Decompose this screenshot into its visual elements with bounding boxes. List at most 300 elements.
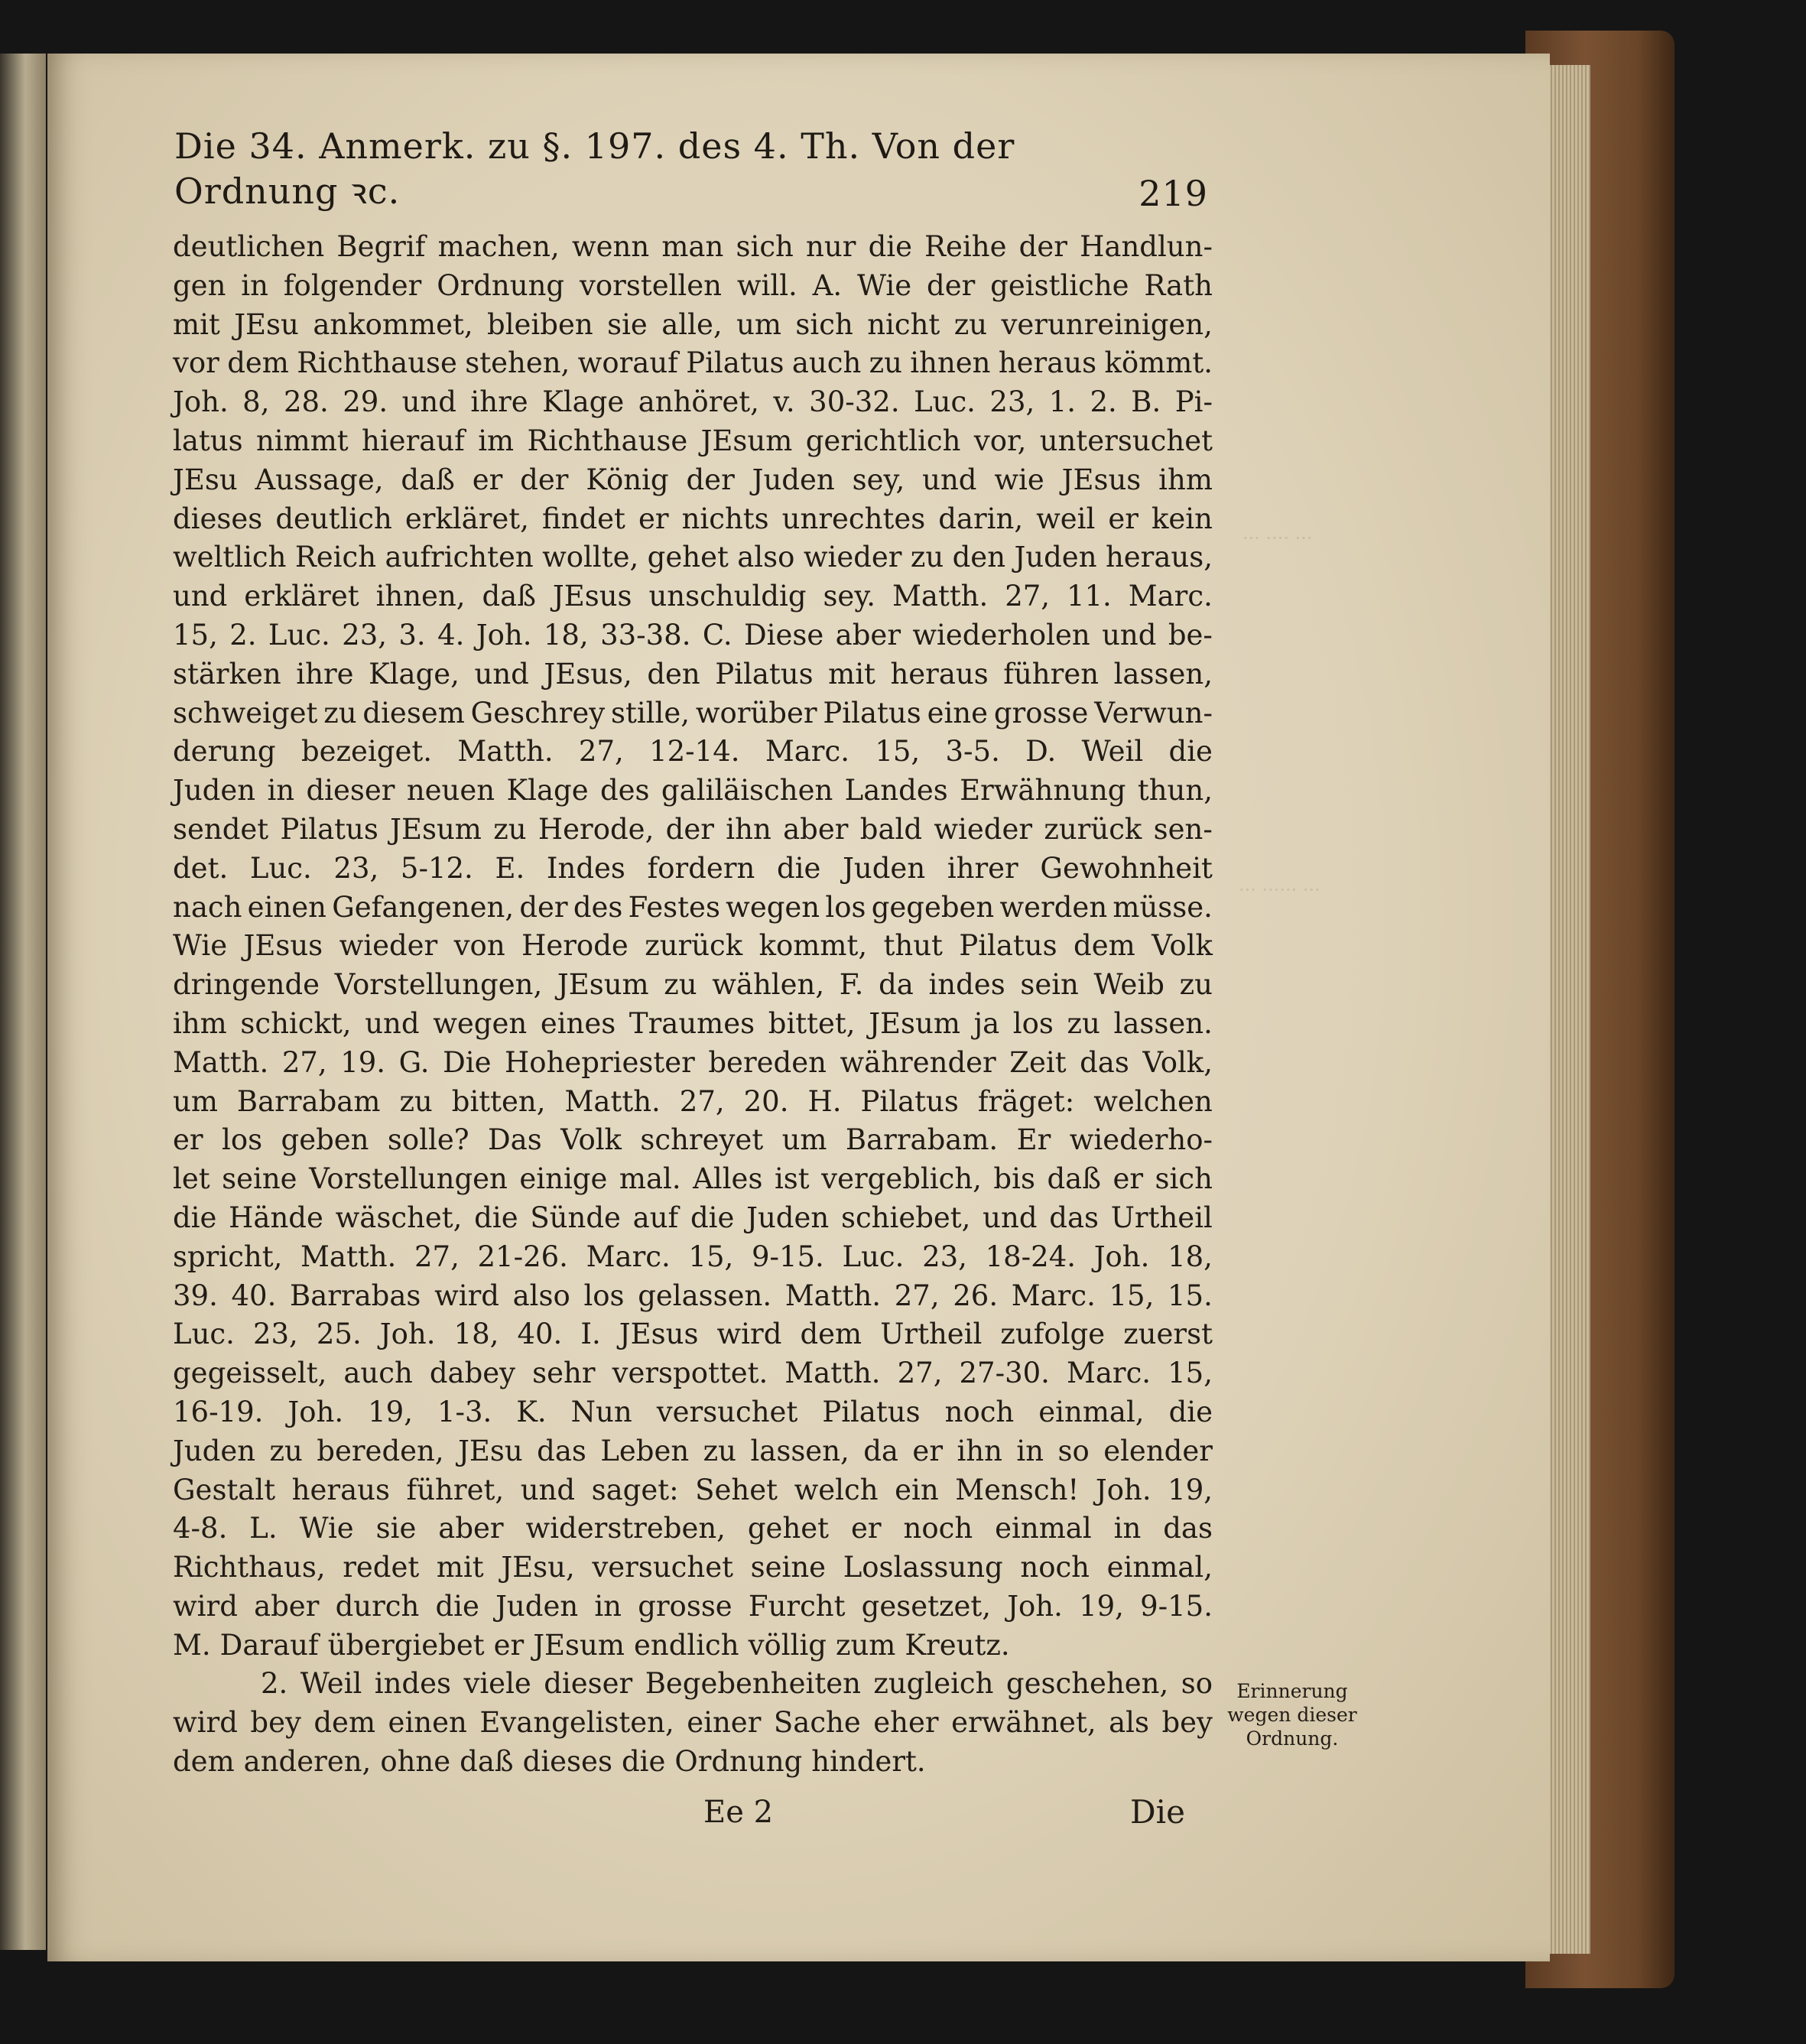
- word: Sünde: [530, 1201, 621, 1234]
- word: heraus: [291, 1473, 390, 1506]
- catchword: Die: [1130, 1793, 1185, 1831]
- text-line: [173, 1704, 1213, 1743]
- word: wählen,: [712, 968, 825, 1002]
- word: Joh.: [1095, 1473, 1151, 1506]
- word: durch: [335, 1589, 420, 1623]
- text-line: [173, 1626, 1213, 1665]
- word: 26.: [953, 1279, 999, 1312]
- word: Vorstellungen: [309, 1162, 508, 1196]
- word: Die: [443, 1045, 492, 1079]
- body-text: [173, 228, 1213, 1782]
- text-line: [173, 1160, 1213, 1199]
- word: sein: [1020, 968, 1079, 1002]
- text-line: [173, 1044, 1213, 1083]
- word: ihm: [1158, 463, 1213, 496]
- word: eines: [540, 1006, 616, 1040]
- word: Erwähnung: [960, 774, 1126, 808]
- word: einige: [519, 1162, 608, 1196]
- word: zu: [953, 307, 988, 341]
- text-line: [173, 1005, 1213, 1044]
- word: wegen: [726, 890, 820, 924]
- word: 2.: [229, 618, 257, 652]
- word: JEsu: [173, 463, 238, 496]
- word: gerichtlich: [805, 424, 961, 457]
- word: er: [173, 1123, 203, 1157]
- word: ihn: [726, 812, 771, 846]
- word: bey: [250, 1706, 301, 1740]
- word: Luc.: [842, 1240, 905, 1273]
- word: 8,: [242, 385, 270, 419]
- word: dabey: [429, 1357, 516, 1390]
- bleed-through-text: ··· ······ ···: [1239, 879, 1320, 901]
- word: widerstreben,: [525, 1512, 726, 1545]
- word: übergiebet: [327, 1628, 485, 1662]
- word: Klage: [506, 774, 589, 808]
- word: Handlun-: [1080, 230, 1213, 263]
- margin-note: [1220, 1679, 1365, 1750]
- word: zufolge: [1000, 1318, 1106, 1351]
- word: 9-15.: [1140, 1589, 1213, 1623]
- word: des: [599, 774, 650, 808]
- word: will.: [736, 268, 797, 302]
- word: gegeben: [871, 890, 995, 924]
- word: M.: [173, 1628, 211, 1662]
- word: nach: [173, 890, 242, 924]
- word: Marc.: [586, 1240, 671, 1273]
- word: Furcht: [748, 1589, 846, 1623]
- word: 27,: [578, 735, 624, 769]
- word: Juden: [1014, 541, 1097, 574]
- word: Pi-: [1174, 385, 1213, 419]
- word: schreyet: [640, 1123, 764, 1157]
- word: mal.: [619, 1162, 681, 1196]
- word: gelassen.: [638, 1279, 772, 1312]
- running-title: Die 34. Anmerk. zu §. 197. des 4. Th. Von der Ordnung ꝛc.: [174, 125, 1015, 212]
- word: worüber: [695, 696, 817, 730]
- word: sen-: [1153, 812, 1213, 846]
- text-line: [173, 655, 1213, 694]
- word: JEsum: [533, 1628, 625, 1662]
- word: 15,: [173, 618, 218, 652]
- word: fordern: [647, 851, 755, 885]
- word: dem: [1074, 929, 1135, 963]
- word: noch: [1020, 1551, 1090, 1584]
- word: da: [863, 1434, 898, 1467]
- word: kommt,: [758, 929, 868, 963]
- word: sich: [1155, 1162, 1213, 1196]
- word: vor: [173, 346, 219, 380]
- word: der: [927, 268, 976, 302]
- word: er: [851, 1512, 882, 1545]
- word: noch: [944, 1395, 1015, 1428]
- word: 15,: [1168, 1357, 1213, 1390]
- word: Matth.: [173, 1045, 269, 1079]
- word: die: [690, 1201, 735, 1234]
- word: mit: [436, 1551, 484, 1584]
- text-line: [173, 1354, 1213, 1393]
- word: grosse: [638, 1589, 732, 1623]
- word: findet: [541, 502, 625, 535]
- word: dieses: [522, 1745, 612, 1779]
- word: fräget:: [977, 1084, 1075, 1118]
- word: Ordnung: [437, 268, 565, 302]
- word: indes: [374, 1667, 451, 1701]
- word: und: [1102, 618, 1157, 652]
- word: wieder: [934, 812, 1033, 846]
- word: vor,: [973, 424, 1027, 457]
- word: Joh.: [379, 1318, 436, 1351]
- word: der: [1018, 230, 1067, 263]
- text-line: [173, 966, 1213, 1005]
- word: nicht: [867, 307, 940, 341]
- word: 23,: [922, 1240, 967, 1273]
- word: kömmt.: [1104, 346, 1213, 380]
- word: und: [365, 1006, 420, 1040]
- word: Marc.: [765, 735, 849, 769]
- text-line: [173, 422, 1213, 461]
- word: das: [1080, 1045, 1129, 1079]
- word: geistliche: [990, 268, 1129, 302]
- word: gegeisselt,: [173, 1357, 327, 1390]
- word: ist: [774, 1162, 810, 1196]
- word: die: [621, 1745, 666, 1779]
- word: gesetzet,: [861, 1589, 992, 1623]
- word: um: [781, 1123, 827, 1157]
- word: so: [1181, 1667, 1213, 1701]
- word: er: [1108, 502, 1138, 535]
- word: bittet,: [768, 1006, 856, 1040]
- word: schweiget: [173, 696, 318, 730]
- word: einen: [388, 1706, 467, 1740]
- word: 23,: [333, 851, 379, 885]
- word: bitten,: [451, 1084, 546, 1118]
- word: Wie: [173, 929, 228, 963]
- word: 27,: [414, 1240, 460, 1273]
- word: 1-3.: [437, 1395, 492, 1428]
- word: mit: [828, 657, 875, 691]
- text-line: [173, 1277, 1213, 1316]
- text-line: [173, 383, 1213, 422]
- word: Sehet: [695, 1473, 778, 1506]
- text-line: [173, 1587, 1213, 1626]
- word: dieser: [306, 774, 395, 808]
- word: führet,: [406, 1473, 505, 1506]
- word: kein: [1151, 502, 1213, 535]
- word: 28.: [283, 385, 329, 419]
- word: 1.: [1048, 385, 1077, 419]
- word: Urtheil: [880, 1318, 983, 1351]
- word: Hände: [229, 1201, 323, 1234]
- word: darin,: [938, 502, 1024, 535]
- word: Reihe: [924, 230, 1007, 263]
- word: worauf: [577, 346, 678, 380]
- word: JEsus: [552, 580, 632, 613]
- word: ja: [973, 1006, 1000, 1040]
- word: Richthaus,: [173, 1551, 326, 1584]
- word: daß: [460, 1745, 514, 1779]
- word: zu: [493, 812, 527, 846]
- word: thun,: [1137, 774, 1213, 808]
- text-line: [173, 850, 1213, 889]
- word: Herode,: [538, 812, 655, 846]
- word: Juden: [495, 1589, 579, 1623]
- word: im: [478, 424, 515, 457]
- word: aber: [783, 812, 849, 846]
- word: seine: [222, 1162, 297, 1196]
- word: dem: [800, 1318, 862, 1351]
- word: Das: [488, 1123, 542, 1157]
- word: untersuchet: [1039, 424, 1213, 457]
- word: zurück: [645, 929, 743, 963]
- word: JEsu: [458, 1434, 523, 1467]
- word: Wie: [299, 1512, 354, 1545]
- word: Pilatus: [822, 1395, 921, 1428]
- word: Begrif: [336, 230, 426, 263]
- word: 40.: [517, 1318, 563, 1351]
- word: welchen: [1093, 1084, 1213, 1118]
- word: unrechtes: [781, 502, 926, 535]
- word: solle?: [387, 1123, 469, 1157]
- word: also: [512, 1279, 570, 1312]
- word: los: [583, 1279, 625, 1312]
- word: Hohepriester: [505, 1045, 695, 1079]
- word: Marc.: [1128, 580, 1213, 613]
- word: Joh.: [1093, 1240, 1150, 1273]
- word: K.: [516, 1395, 547, 1428]
- word: sey.: [823, 580, 876, 613]
- word: Festes: [628, 890, 720, 924]
- word: daß: [401, 463, 455, 496]
- word: Volk: [1151, 929, 1213, 963]
- word: zu: [910, 541, 944, 574]
- word: einmal,: [1106, 1551, 1213, 1584]
- word: Gefangenen,: [332, 890, 515, 924]
- word: spricht,: [173, 1240, 283, 1273]
- word: völlig: [748, 1628, 827, 1662]
- word: 23,: [342, 618, 388, 652]
- word: Zeit: [1009, 1045, 1067, 1079]
- word: Verwun-: [1094, 696, 1213, 730]
- word: 4.: [437, 618, 465, 652]
- word: nichts: [681, 502, 769, 535]
- word: wäschet,: [335, 1201, 463, 1234]
- word: daß: [1047, 1162, 1101, 1196]
- word: 25.: [316, 1318, 362, 1351]
- word: diesem: [362, 696, 465, 730]
- word: Matth.: [457, 735, 554, 769]
- word: Marc.: [1011, 1279, 1096, 1312]
- margin-note-line: Ordnung.: [1246, 1727, 1339, 1750]
- word: Matth.: [300, 1240, 397, 1273]
- word: Wie: [857, 268, 912, 302]
- word: JEsum: [700, 424, 793, 457]
- word: Weib: [1093, 968, 1164, 1002]
- word: man: [661, 230, 724, 263]
- word: Juden: [752, 463, 835, 496]
- word: Aussage,: [255, 463, 384, 496]
- word: in: [1016, 1434, 1044, 1467]
- word: wiederholen: [912, 618, 1090, 652]
- word: zu: [1067, 1006, 1100, 1040]
- word: sich: [795, 307, 853, 341]
- text-line: [173, 1083, 1213, 1122]
- word: um: [173, 1084, 218, 1118]
- word: 27-30.: [959, 1357, 1050, 1390]
- word: heraus: [890, 657, 989, 691]
- word: Barrabam: [236, 1084, 381, 1118]
- word: Volk: [560, 1123, 622, 1157]
- text-line: [173, 538, 1213, 577]
- word: erwähnet,: [951, 1706, 1096, 1740]
- word: einmal,: [1038, 1395, 1145, 1428]
- word: und: [983, 1201, 1038, 1234]
- word: JEsus: [619, 1318, 699, 1351]
- word: stehen,: [465, 346, 570, 380]
- signature-mark: Ee 2: [703, 1795, 774, 1830]
- word: redet: [343, 1551, 420, 1584]
- word: und: [474, 657, 529, 691]
- word: die: [777, 851, 821, 885]
- word: ihrer: [947, 851, 1018, 885]
- word: machen,: [437, 230, 560, 263]
- word: 19.: [340, 1045, 386, 1079]
- word: zu: [1179, 968, 1213, 1002]
- word: ihre: [470, 385, 528, 419]
- word: in: [241, 268, 268, 302]
- word: Diese: [744, 618, 824, 652]
- word: 18,: [543, 618, 589, 652]
- word: JEsum: [390, 812, 482, 846]
- word: wieder: [339, 929, 438, 963]
- word: Vorstellungen,: [334, 968, 543, 1002]
- word: Barrabam.: [845, 1123, 999, 1157]
- text-line: [173, 1548, 1213, 1587]
- word: währender: [840, 1045, 996, 1079]
- word: 27,: [897, 1357, 943, 1390]
- word: Pilatus: [959, 929, 1057, 963]
- word: aber: [254, 1589, 320, 1623]
- word: sie: [375, 1512, 417, 1545]
- word: vorstellen: [579, 268, 722, 302]
- word: Luc.: [268, 618, 330, 652]
- word: werden: [999, 890, 1108, 924]
- word: zu: [323, 696, 357, 730]
- word: alle,: [661, 307, 723, 341]
- word: lassen,: [750, 1434, 849, 1467]
- word: 15.: [1168, 1279, 1213, 1312]
- word: aufrichten: [385, 541, 534, 574]
- word: einmal: [995, 1512, 1092, 1545]
- word: zu: [269, 1434, 303, 1467]
- word: ohne: [380, 1745, 451, 1779]
- word: grosse: [993, 696, 1089, 730]
- word: 23,: [989, 385, 1035, 419]
- word: los: [825, 890, 866, 924]
- text-line: [173, 733, 1213, 772]
- word: Juden: [173, 1434, 256, 1467]
- word: 18,: [453, 1318, 499, 1351]
- word: 11.: [1066, 580, 1112, 613]
- word: viele: [463, 1667, 531, 1701]
- word: let: [173, 1162, 210, 1196]
- word: Klage,: [369, 657, 460, 691]
- word: 29.: [343, 385, 388, 419]
- word: 2.: [1090, 385, 1117, 419]
- word: deutlich: [275, 502, 392, 535]
- word: der: [686, 463, 735, 496]
- word: 15,: [688, 1240, 734, 1273]
- word: JEsus,: [544, 657, 632, 691]
- word: 16-19.: [173, 1395, 264, 1428]
- word: folgender: [283, 268, 422, 302]
- word: wollte,: [542, 541, 639, 574]
- word: zu: [703, 1434, 736, 1467]
- word: Rath: [1144, 268, 1213, 302]
- word: ihre: [296, 657, 354, 691]
- word: weltlich: [173, 541, 287, 574]
- word: zuerst: [1123, 1318, 1213, 1351]
- word: auch: [343, 1357, 413, 1390]
- text-line: [173, 1665, 1213, 1704]
- word: Traumes: [629, 1006, 755, 1040]
- word: der: [665, 812, 714, 846]
- word: 39.: [173, 1279, 218, 1312]
- word: los: [222, 1123, 263, 1157]
- word: gehet: [647, 541, 729, 574]
- word: 27,: [281, 1045, 327, 1079]
- word: JEsus: [1061, 463, 1142, 496]
- word: wenn: [571, 230, 650, 263]
- word: elender: [1103, 1434, 1213, 1467]
- word: Pilatus: [686, 346, 784, 380]
- word: bezeiget.: [300, 735, 432, 769]
- word: 4-8.: [173, 1512, 228, 1545]
- word: in: [1113, 1512, 1142, 1545]
- word: weil: [1036, 502, 1096, 535]
- word: hierauf: [362, 424, 465, 457]
- word: endlich: [633, 1628, 739, 1662]
- word: Richthause: [297, 346, 457, 380]
- word: welch: [794, 1473, 879, 1506]
- word: das: [1163, 1512, 1213, 1545]
- word: anderen,: [243, 1745, 372, 1779]
- word: den: [952, 541, 1006, 574]
- word: Luc.: [249, 851, 312, 885]
- running-header: [174, 125, 1208, 214]
- word: des: [573, 890, 623, 924]
- word: Klage: [542, 385, 625, 419]
- word: Marc.: [1066, 1357, 1151, 1390]
- word: Joh.: [476, 618, 532, 652]
- word: 27,: [1005, 580, 1051, 613]
- word: Juden: [173, 774, 256, 808]
- word: 27,: [679, 1084, 725, 1118]
- word: hindert.: [811, 1745, 926, 1779]
- word: ihnen,: [375, 580, 466, 613]
- word: wird: [173, 1589, 238, 1623]
- word: Reich: [294, 541, 377, 574]
- word: Ordnung: [674, 1745, 803, 1779]
- word: erkläret: [244, 580, 359, 613]
- word: von: [453, 929, 505, 963]
- word: heraus,: [1105, 541, 1213, 574]
- word: aber: [835, 618, 901, 652]
- word: Matth.: [892, 580, 989, 613]
- word: wegen: [433, 1006, 528, 1040]
- word: er: [472, 463, 503, 496]
- word: Matth.: [564, 1084, 661, 1118]
- bleed-through-text: ··· ···· ···: [1242, 528, 1313, 549]
